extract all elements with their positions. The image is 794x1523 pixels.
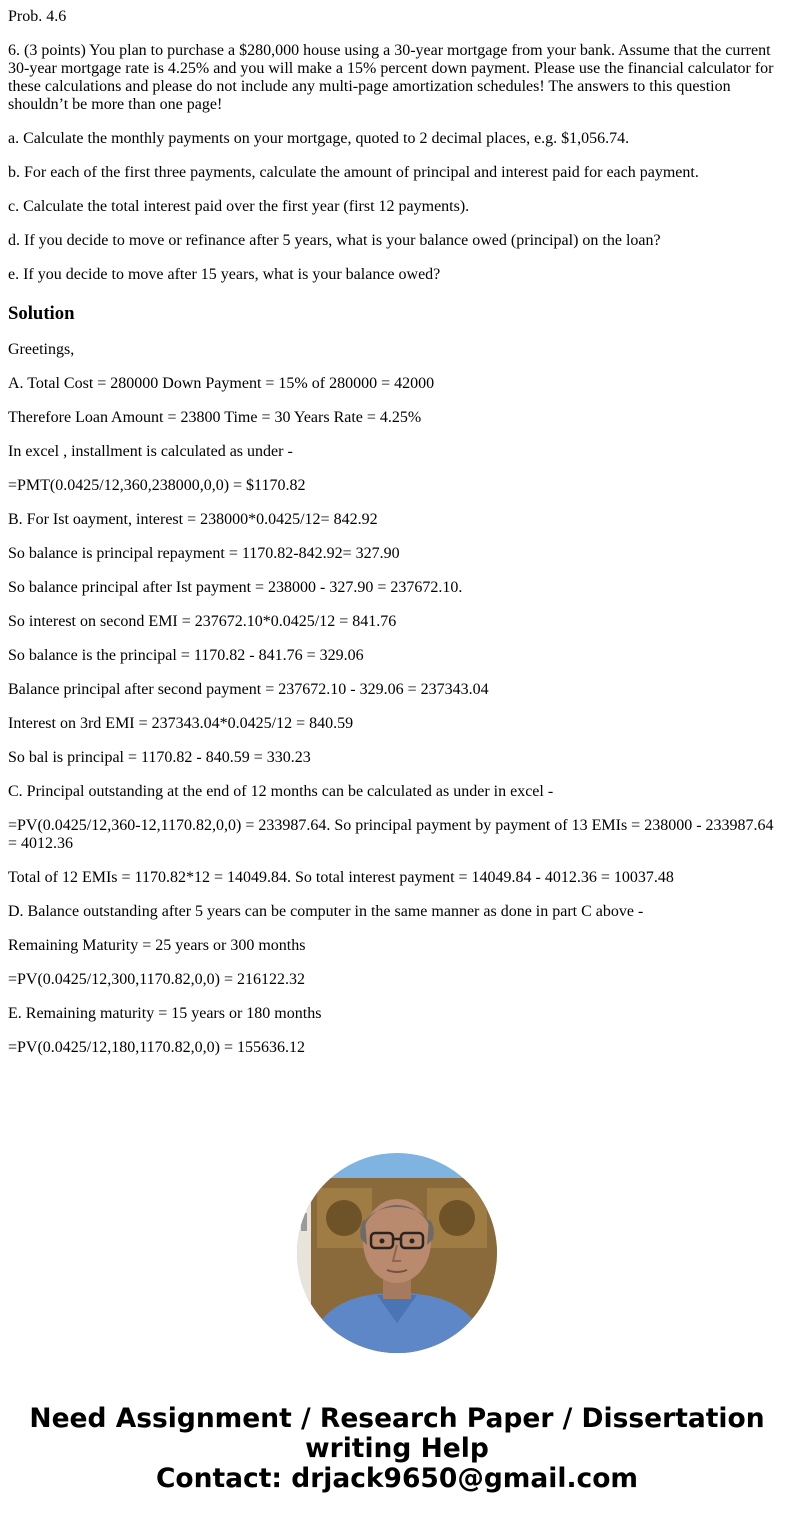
question-a: a. Calculate the monthly payments on your mortgage, quoted to 2 decimal places, e.g. $1,056.74. bbox=[8, 130, 630, 147]
solution-line: =PV(0.0425/12,180,1170.82,0,0) = 155636.12 bbox=[8, 1039, 306, 1056]
solution-line: D. Balance outstanding after 5 years can be computer in the same manner as done in part C above - bbox=[8, 903, 644, 920]
author-avatar bbox=[297, 1153, 497, 1353]
solution-line: E. Remaining maturity = 15 years or 180 months bbox=[8, 1005, 322, 1022]
solution-line: So interest on second EMI = 237672.10*0.0425/12 = 841.76 bbox=[8, 613, 397, 630]
solution-line: So balance principal after Ist payment = 238000 - 327.90 = 237672.10. bbox=[8, 579, 463, 596]
solution-line: So balance is principal repayment = 1170.82-842.92= 327.90 bbox=[8, 545, 400, 562]
solution-line: Remaining Maturity = 25 years or 300 months bbox=[8, 937, 306, 954]
solution-line: Total of 12 EMIs = 1170.82*12 = 14049.84. So total interest payment = 14049.84 - 4012.36 = 10037.48 bbox=[8, 869, 674, 886]
solution-line: =PV(0.0425/12,360-12,1170.82,0,0) = 233987.64. So principal payment by payment of 13 EMIs = 238000 - 233987.64 = 4012.36 bbox=[8, 817, 774, 852]
promo-line: writing Help bbox=[305, 1433, 489, 1464]
problem-header: Prob. 4.6 bbox=[8, 8, 67, 25]
question-d: d. If you decide to move or refinance after 5 years, what is your balance owed (principal) on the loan? bbox=[8, 232, 661, 249]
problem-statement: 6. (3 points) You plan to purchase a $280,000 house using a 30-year mortgage from your bank. Assume that the current 30-year mortgage rate is 4.25% and you will make a 15% percent down payment. Please use the financial calculator for these calculations and please do not include any multi-page amortization schedules! The answers to this question shouldn’t be more than one page! bbox=[8, 42, 774, 113]
solution-line: So bal is principal = 1170.82 - 840.59 = 330.23 bbox=[8, 749, 311, 766]
promo-line: Need Assignment / Research Paper / Dissertation bbox=[29, 1403, 765, 1434]
document-body bbox=[8, 8, 786, 1073]
solution-line: =PV(0.0425/12,300,1170.82,0,0) = 216122.32 bbox=[8, 971, 306, 988]
solution-line: Greetings, bbox=[8, 341, 75, 358]
person-portrait-icon bbox=[297, 1153, 497, 1353]
solution-line: B. For Ist oayment, interest = 238000*0.0425/12= 842.92 bbox=[8, 511, 378, 528]
promo-banner bbox=[0, 1404, 794, 1494]
solution-line: A. Total Cost = 280000 Down Payment = 15% of 280000 = 42000 bbox=[8, 375, 435, 392]
solution-line: C. Principal outstanding at the end of 12 months can be calculated as under in excel - bbox=[8, 783, 554, 800]
solution-line: Interest on 3rd EMI = 237343.04*0.0425/12 = 840.59 bbox=[8, 715, 354, 732]
solution-line: So balance is the principal = 1170.82 - 841.76 = 329.06 bbox=[8, 647, 364, 664]
question-c: c. Calculate the total interest paid over the first year (first 12 payments). bbox=[8, 198, 470, 215]
solution-line: Balance principal after second payment = 237672.10 - 329.06 = 237343.04 bbox=[8, 681, 489, 698]
promo-contact: Contact: drjack9650@gmail.com bbox=[155, 1463, 639, 1494]
question-e: e. If you decide to move after 15 years, what is your balance owed? bbox=[8, 266, 441, 283]
solution-line: Therefore Loan Amount = 23800 Time = 30 Years Rate = 4.25% bbox=[8, 409, 422, 426]
solution-heading: Solution bbox=[8, 303, 75, 324]
solution-line: In excel , installment is calculated as under - bbox=[8, 443, 293, 460]
question-b: b. For each of the first three payments, calculate the amount of principal and interest paid for each payment. bbox=[8, 164, 699, 181]
solution-line: =PMT(0.0425/12,360,238000,0,0) = $1170.82 bbox=[8, 477, 306, 494]
